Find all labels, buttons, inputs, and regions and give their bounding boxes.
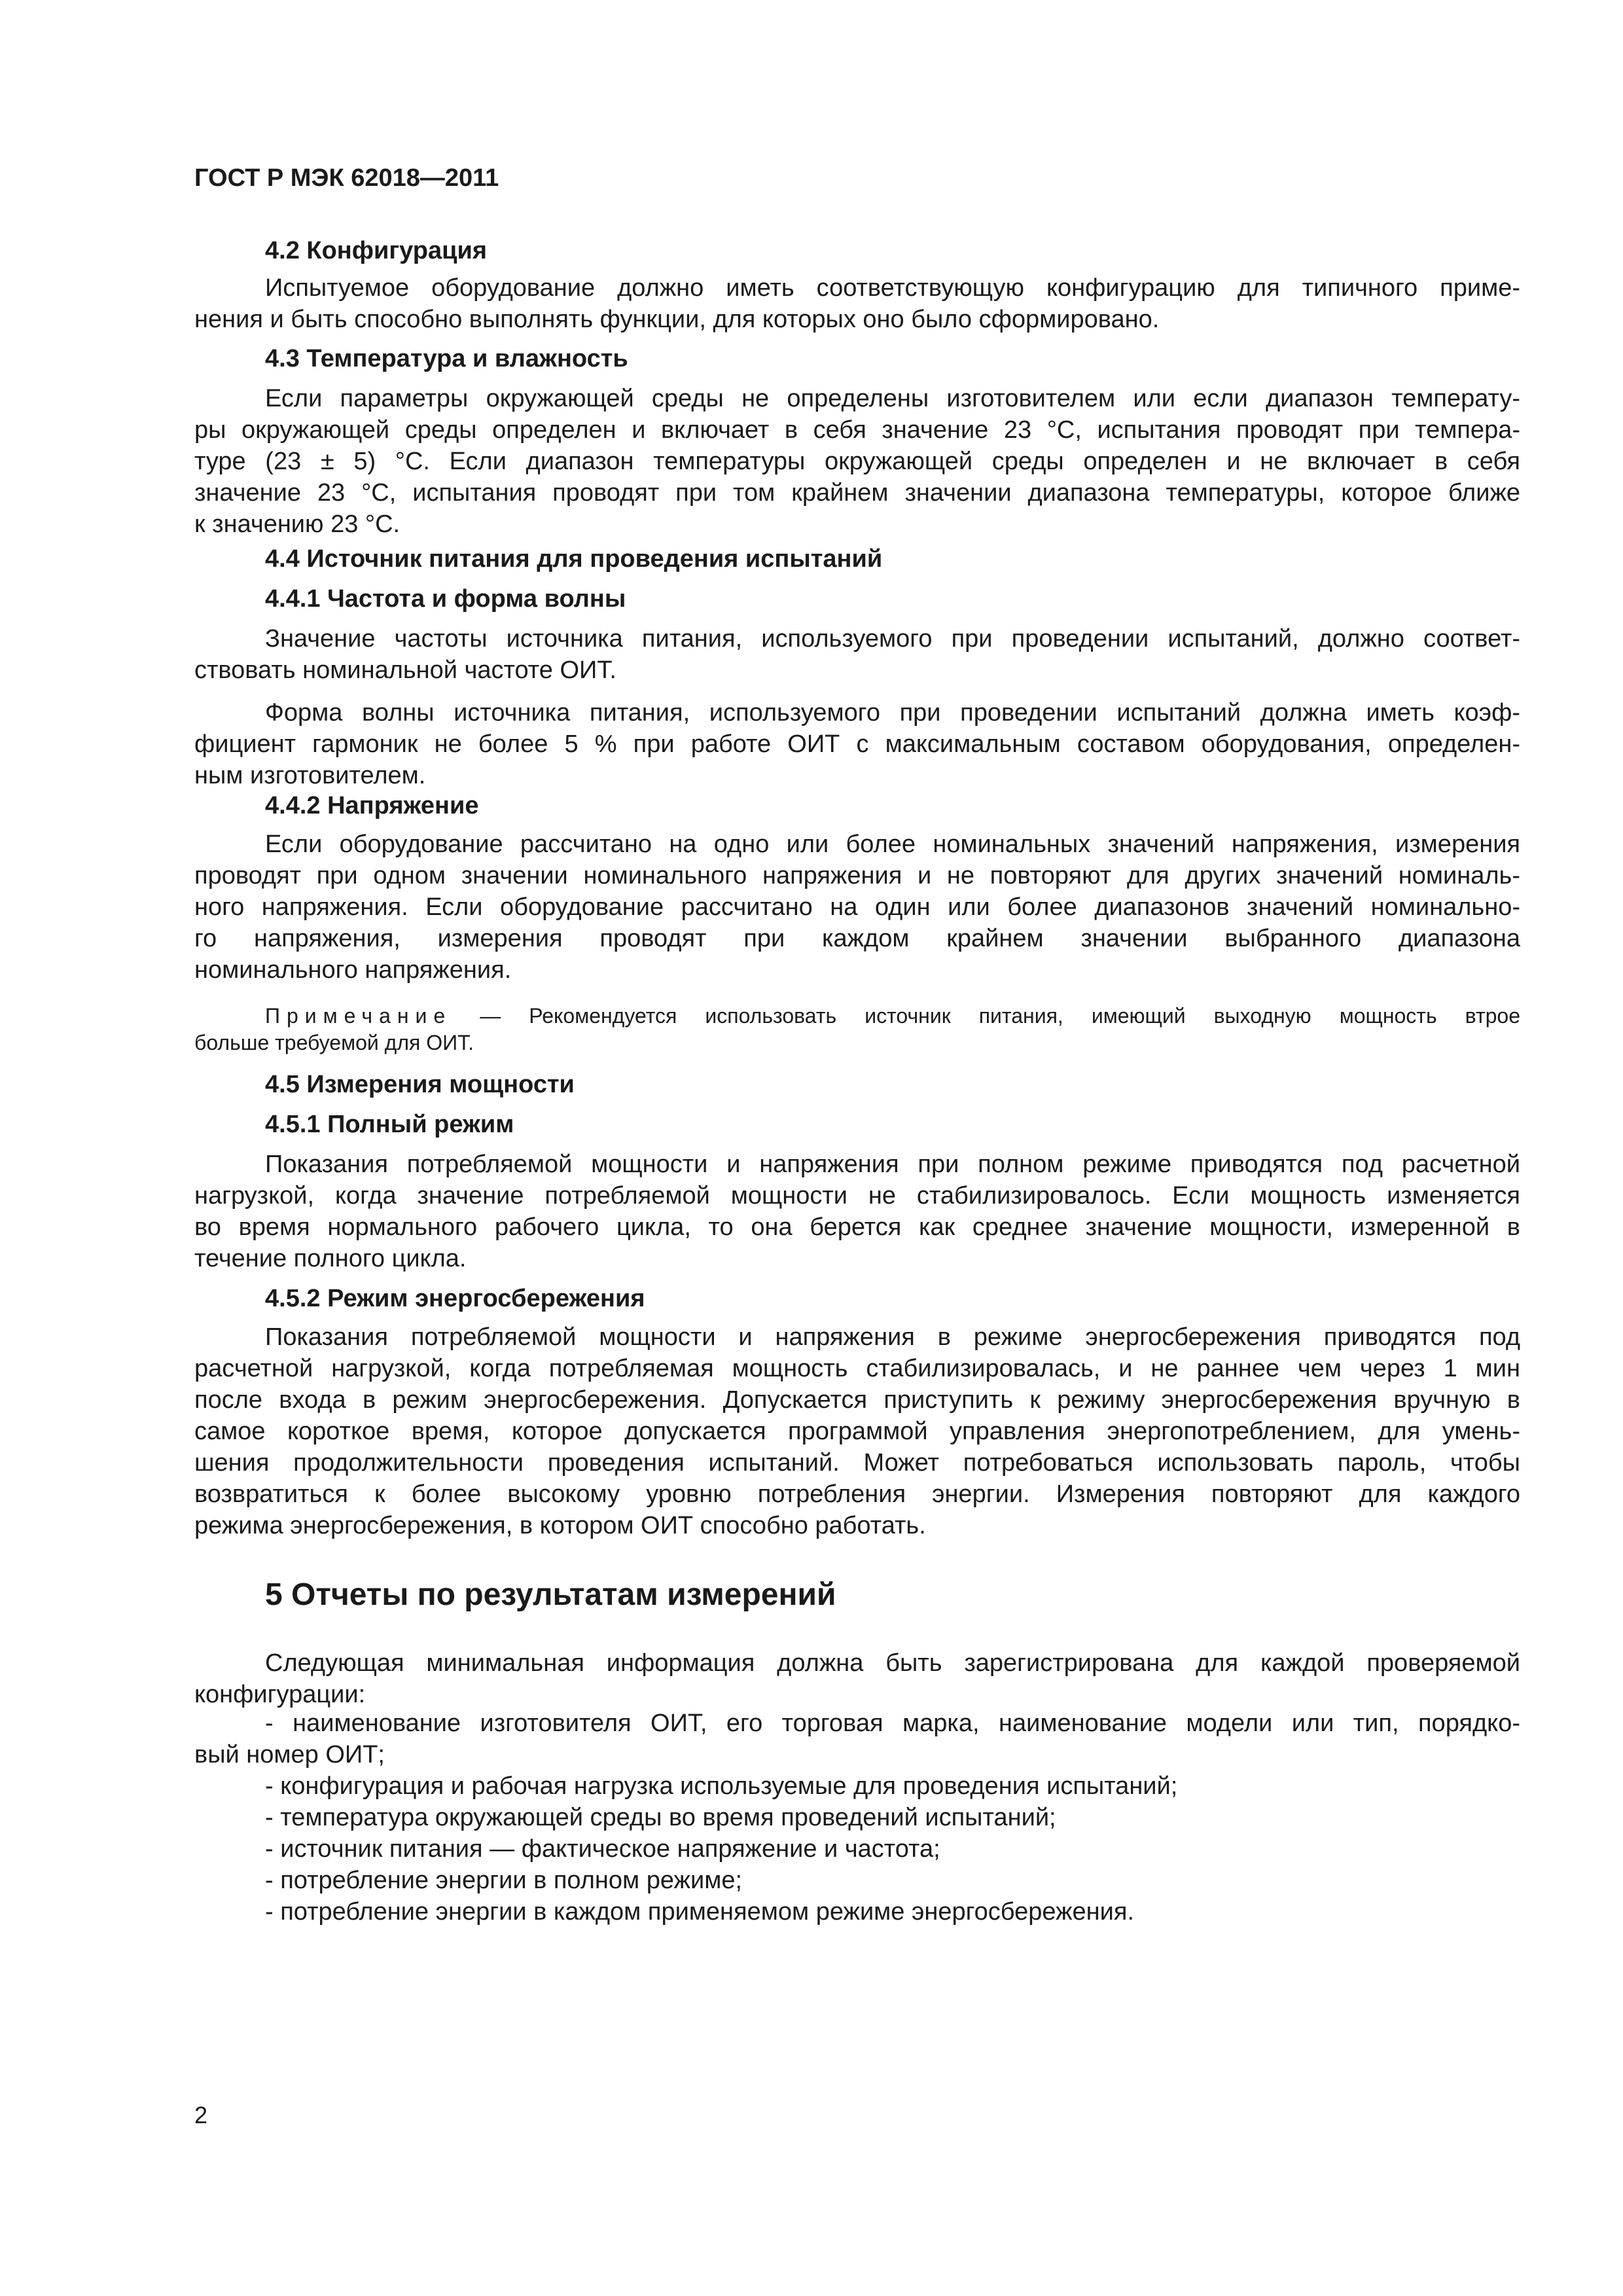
section-5-list-item (194, 1708, 1520, 1770)
text-line: Показания потребляемой мощности и напряжения в режиме энергосбережения приводятся под (265, 1323, 1520, 1351)
section-4-4-heading: 4.4 Источник питания для проведения испытаний (265, 545, 883, 573)
section-4-5-1-paragraph (194, 1149, 1520, 1274)
note-text-line: — Рекомендуется использовать источник питания, имеющий выходную мощность втрое (480, 1004, 1521, 1028)
document-header: ГОСТ Р МЭК 62018—2011 (194, 164, 499, 192)
text-line: номинального напряжения. (194, 956, 512, 984)
list-item: - источник питания — фактическое напряжение и частота; (265, 1835, 940, 1863)
text-line: возвратиться к более высокому уровню потребления энергии. Измерения повторяют для каждого (194, 1480, 1520, 1508)
text-line: Значение частоты источника питания, используемого при проведении испытаний, должно соответ- (265, 625, 1520, 653)
list-item: - конфигурация и рабочая нагрузка используемые для проведения испытаний; (265, 1772, 1178, 1800)
text-line: нагрузкой, когда значение потребляемой мощности не стабилизировалось. Если мощность изменяется (194, 1182, 1520, 1210)
text-line: самое короткое время, которое допускается программой управления энергопотреблением, для умень- (194, 1418, 1520, 1445)
list-item: - потребление энергии в полном режиме; (265, 1867, 743, 1894)
text-line: во время нормального рабочего цикла, то она берется как среднее значение мощности, измеренной в (194, 1213, 1520, 1241)
text-line: вый номер ОИТ; (194, 1741, 385, 1768)
page-number: 2 (194, 2102, 208, 2128)
section-4-5-heading: 4.5 Измерения мощности (265, 1071, 575, 1098)
section-4-4-1-paragraph-1 (194, 623, 1520, 686)
text-line: расчетной нагрузкой, когда потребляемая мощность стабилизировалась, и не раннее чем через 1 мин (194, 1355, 1520, 1382)
note-text-line: больше требуемой для ОИТ. (194, 1031, 474, 1054)
text-line: туре (23 ± 5) °С. Если диапазон температуры окружающей среды определен и не включает в себя (194, 448, 1520, 475)
section-4-4-1-heading: 4.4.1 Частота и форма волны (265, 585, 626, 613)
text-line: - наименование изготовителя ОИТ, его торговая марка, наименование модели или тип, порядко- (265, 1710, 1520, 1737)
text-line: ры окружающей среды определен и включает в себя значение 23 °С, испытания проводят при темпера- (194, 416, 1520, 444)
section-4-4-2-paragraph (194, 829, 1520, 986)
section-4-5-2-heading: 4.5.2 Режим энергосбережения (265, 1285, 645, 1312)
text-line: после входа в режим энергосбережения. Допускается приступить к режиму энергосбережения вручную в (194, 1386, 1520, 1414)
section-4-2-paragraph (194, 272, 1520, 335)
note-label: Примечание (265, 1004, 452, 1028)
text-line: режима энергосбережения, в котором ОИТ способно работать. (194, 1512, 926, 1539)
text-line: проводят при одном значении номинального напряжения и не повторяют для других значений номиналь- (194, 862, 1520, 889)
text-line: Показания потребляемой мощности и напряжения при полном режиме приводятся под расчетной (265, 1151, 1520, 1178)
section-5-list (194, 1770, 1520, 1928)
section-5-paragraph (194, 1647, 1520, 1710)
section-4-3-heading: 4.3 Температура и влажность (265, 345, 628, 372)
section-4-4-2-heading: 4.4.2 Напряжение (265, 792, 479, 819)
section-4-5-1-heading: 4.5.1 Полный режим (265, 1111, 514, 1138)
text-line: конфигурации: (194, 1681, 366, 1708)
list-item: - температура окружающей среды во время проведений испытаний; (265, 1804, 1056, 1831)
text-line: го напряжения, измерения проводят при каждом крайнем значении выбранного диапазона (194, 925, 1520, 952)
text-line: Испытуемое оборудование должно иметь соответствующую конфигурацию для типичного приме- (265, 274, 1520, 302)
text-line: к значению 23 °С. (194, 511, 401, 538)
text-line: значение 23 °С, испытания проводят при том крайнем значении диапазона температуры, которое ближе (194, 479, 1520, 507)
text-line: Следующая минимальная информация должна быть зарегистрирована для каждой проверяемой (265, 1649, 1520, 1677)
text-line: фициент гармоник не более 5 % при работе ОИТ с максимальным составом оборудования, определен- (194, 730, 1520, 758)
text-line: Если параметры окружающей среды не определены изготовителем или если диапазон температу- (265, 385, 1520, 412)
text-line: ным изготовителем. (194, 762, 426, 789)
text-line: шения продолжительности проведения испытаний. Может потребоваться использовать пароль, чтобы (194, 1449, 1520, 1477)
section-4-2-heading: 4.2 Конфигурация (265, 237, 488, 264)
text-line: ного напряжения. Если оборудование рассчитано на один или более диапазонов значений номинально- (194, 893, 1520, 921)
note (194, 1003, 1520, 1056)
section-4-3-paragraph (194, 383, 1520, 540)
text-line: Если оборудование рассчитано на одно или более номинальных значений напряжения, измерения (265, 831, 1520, 858)
section-5-heading: 5 Отчеты по результатам измерений (265, 1577, 836, 1612)
section-4-4-1-paragraph-2 (194, 697, 1520, 791)
list-item: - потребление энергии в каждом применяемом режиме энергосбережения. (265, 1898, 1135, 1926)
text-line: ствовать номинальной частоте ОИТ. (194, 656, 616, 684)
text-line: течение полного цикла. (194, 1245, 467, 1272)
text-line: Форма волны источника питания, используемого при проведении испытаний должна иметь коэф- (265, 699, 1520, 726)
section-4-5-2-paragraph (194, 1321, 1520, 1541)
text-line: нения и быть способно выполнять функции, для которых оно было сформировано. (194, 306, 1160, 333)
